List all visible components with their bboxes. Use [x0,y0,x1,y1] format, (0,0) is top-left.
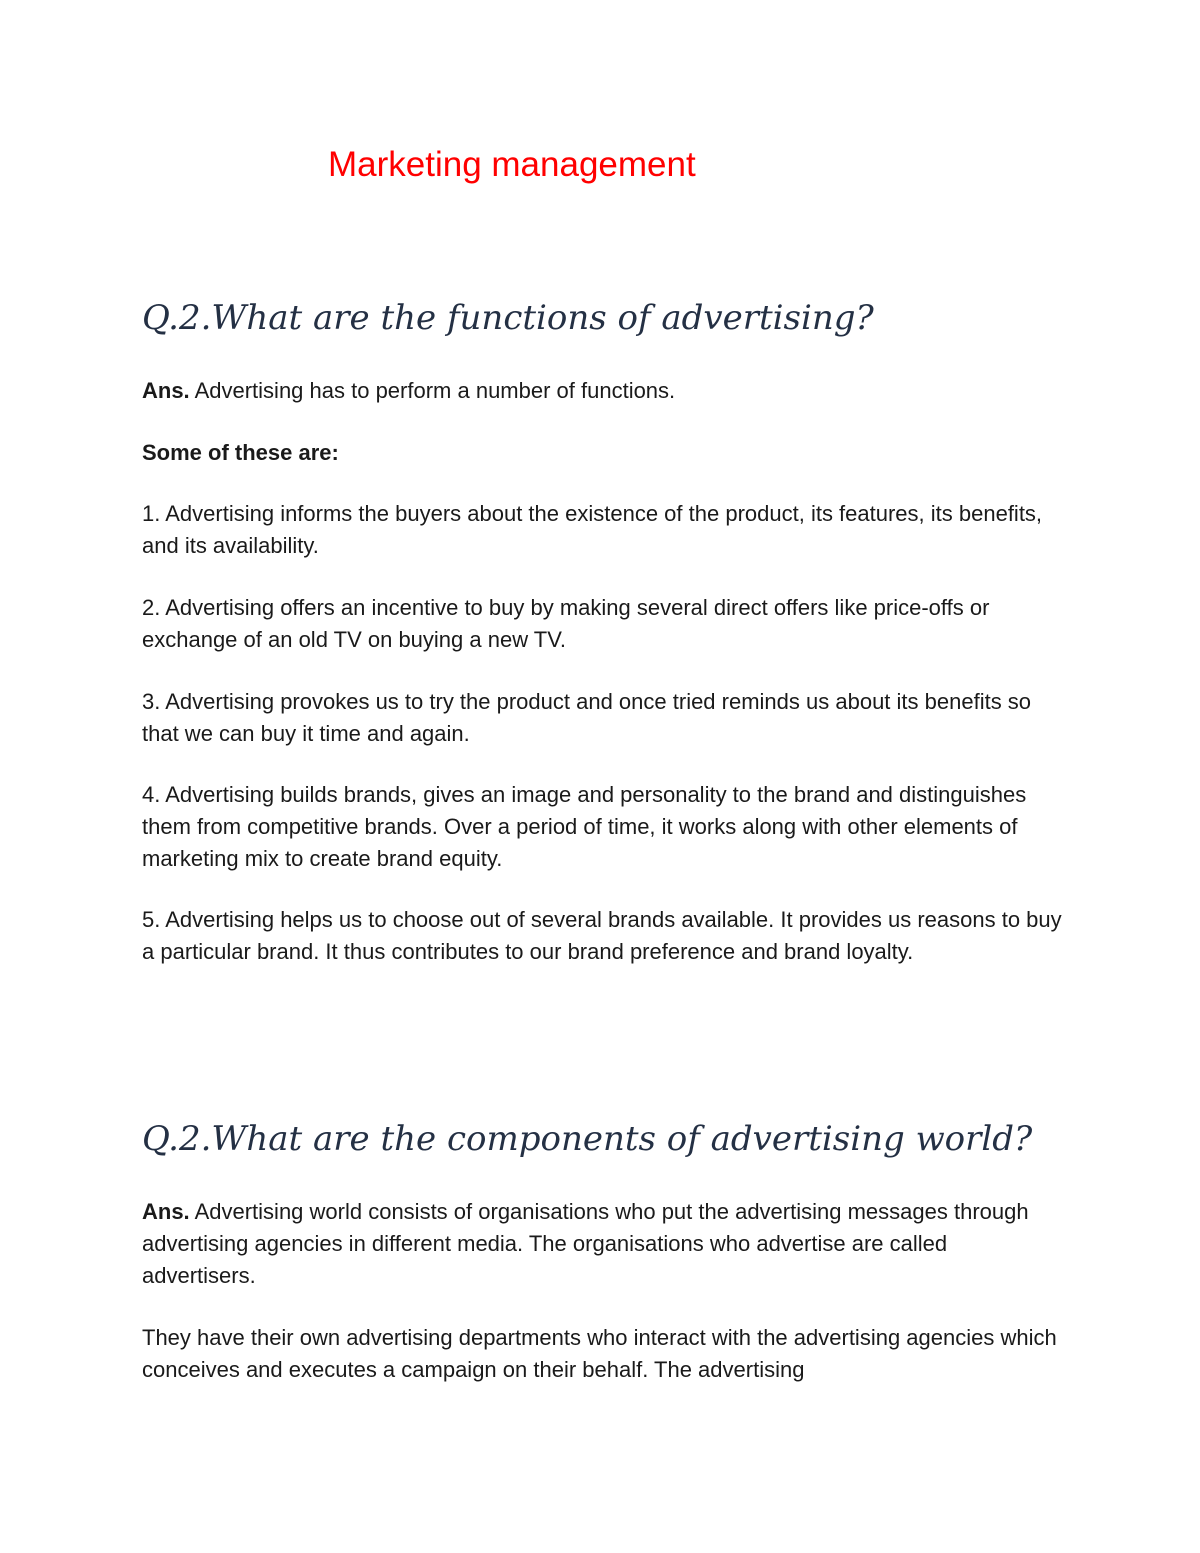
answer-text: Advertising has to perform a number of functions. [189,378,676,403]
answer-text: Advertising world consists of organisations who put the advertising messages through advertising agencies in different media. The organisations who advertise are called advertisers. [142,1199,1029,1288]
answer-label: Ans. [142,1199,190,1224]
answer-label: Ans. [142,378,190,403]
question-heading-functions: Q.2.What are the functions of advertising? [142,298,874,338]
answer-paragraph-components [142,1196,1062,1292]
subheading [142,437,1062,469]
answer-paragraph-functions [142,375,1062,407]
list-item: 4. Advertising builds brands, gives an image and personality to the brand and distinguishes them from competitive brands. Over a period of time, it works along with other elements of marketing mix to create brand equity. [142,782,1027,871]
list-item: 1. Advertising informs the buyers about the existence of the product, its features, its benefits, and its availability. [142,501,1043,558]
list-item: 3. Advertising provokes us to try the product and once tried reminds us about its benefits so that we can buy it time and again. [142,689,1032,746]
list-item: 5. Advertising helps us to choose out of several brands available. It provides us reasons to buy a particular brand. It thus contributes to our brand preference and brand loyalty. [142,907,1062,964]
body-paragraph: They have their own advertising departments who interact with the advertising agencies which conceives and executes a campaign on their behalf. The advertising [142,1325,1057,1382]
document-title: Marketing management [328,145,696,184]
subheading-text: Some of these are: [142,440,339,465]
question-heading-components: Q.2.What are the components of advertising world? [142,1119,1033,1159]
list-item: 2. Advertising offers an incentive to buy by making several direct offers like price-offs or exchange of an old TV on buying a new TV. [142,595,990,652]
